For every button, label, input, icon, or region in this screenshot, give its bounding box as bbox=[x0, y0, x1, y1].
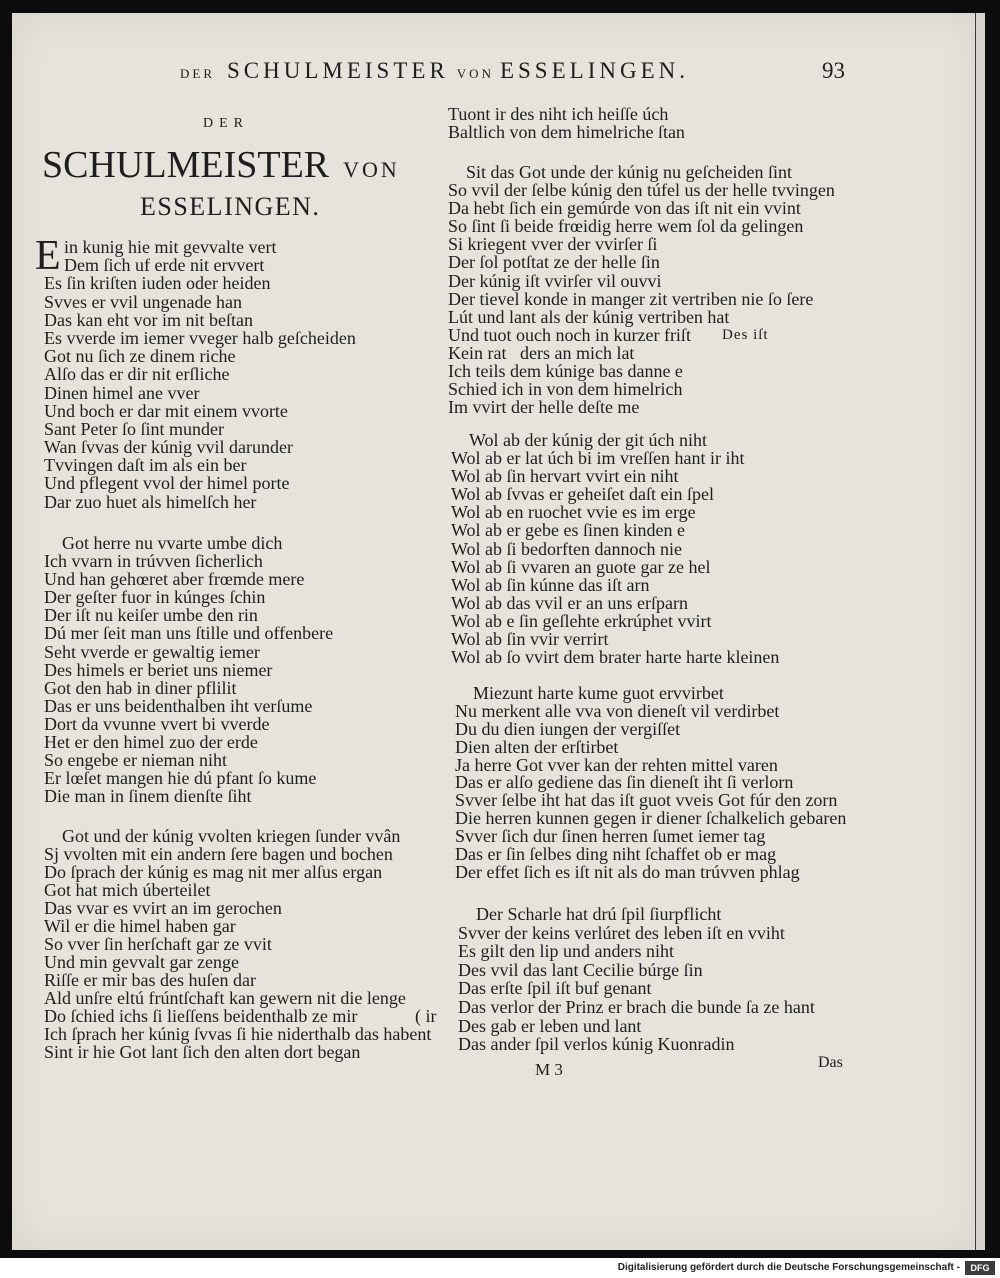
verse-line: Der effet ſich es iſt nit als do man trúvven phlag bbox=[455, 861, 800, 882]
verse-line: Das vvar es vvirt an im gerochen bbox=[44, 898, 282, 918]
verse-line: Seht vverde er gewaltig iemer bbox=[44, 641, 260, 662]
verse-line: Got den hab in diner pflilit bbox=[44, 677, 237, 698]
title-place: ESSELINGEN. bbox=[140, 192, 321, 221]
verse-line: Wol ab ſi vvaren an guote gar ze hel bbox=[451, 556, 711, 577]
running-head-article: DER bbox=[180, 66, 215, 81]
verse-line: Wol ab das vvil er an uns erſparn bbox=[451, 592, 688, 613]
verse-line: Ich teils dem kúnige bas danne e bbox=[448, 361, 683, 382]
line-continuation: ( ir bbox=[415, 1006, 437, 1026]
verse-line: So ſint ſi beide frœidig herre wem ſol da gelingen bbox=[448, 216, 804, 237]
verse-line: Wol ab ſi bedorften dannoch nie bbox=[451, 538, 682, 559]
verse-line: Dem ſich uf erde nit ervvert bbox=[64, 255, 265, 276]
verse-line: Wol ab er lat úch bi im vreſſen hant ir iht bbox=[451, 448, 745, 469]
line-continuation: Des iſt bbox=[722, 326, 769, 343]
verse-line: Und pflegent vvol der himel porte bbox=[44, 473, 290, 494]
verse-line: Da hebt ſich ein gemúrde von das iſt nit ein vvint bbox=[448, 198, 801, 219]
verse-line: Das kan eht vor im nit beſtan bbox=[44, 309, 253, 330]
verse-line: Wol ab en ruochet vvie es im erge bbox=[451, 502, 696, 523]
stanza bbox=[448, 105, 685, 141]
verse-line: Tuont ir des niht ich heiſſe úch bbox=[448, 104, 669, 124]
verse-line: Es gilt den lip und anders niht bbox=[458, 941, 674, 962]
verse-line: Dar zuo huet als himelſch her bbox=[44, 491, 257, 512]
verse-line: Sj vvolten mit ein andern ſere bagen und bochen bbox=[44, 844, 393, 864]
stanza bbox=[448, 163, 835, 416]
verse-line: Der geſter fuor in kúnges ſchin bbox=[44, 587, 266, 608]
verse-line: Wol ab er gebe es ſinen kinden e bbox=[451, 520, 685, 541]
stanza bbox=[44, 826, 437, 1062]
verse-line: Des gab er leben und lant bbox=[458, 1015, 642, 1036]
verse-line: Schied ich in von dem himelrich bbox=[448, 379, 683, 400]
verse-line: Das verlor der Prinz er brach die bunde ſa ze hant bbox=[458, 996, 815, 1017]
verse-line: Wan ſvvas der kúnig vvil darunder bbox=[44, 437, 293, 458]
verse-line: Dinen himel ane vver bbox=[44, 382, 200, 403]
verse-line: Die herren kunnen gegen ir diener ſchalkelich gebaren bbox=[455, 808, 847, 829]
verse-line: Wol ab ſin vvir verrirt bbox=[451, 629, 609, 650]
verse-line: Svver ſich dur ſinen herren ſumet iemer tag bbox=[455, 826, 766, 847]
verse-line: Wol ab ſin kúnne das iſt arn bbox=[451, 574, 650, 595]
verse-line: Und han gehœret aber frœmde mere bbox=[44, 569, 305, 590]
verse-line: Wol ab ſo vvirt dem brater harte harte kleinen bbox=[451, 647, 780, 668]
stanza bbox=[44, 534, 333, 805]
verse-line: in kunig hie mit gevvalte vert bbox=[64, 237, 277, 257]
signature-mark: M 3 bbox=[535, 1060, 563, 1079]
title-word: SCHULMEISTER bbox=[42, 144, 330, 186]
verse-line: So vvil der ſelbe kúnig den túfel us der helle tvvingen bbox=[448, 180, 835, 201]
verse-line: Und min gevvalt gar zenge bbox=[44, 952, 239, 972]
verse-line: Der ſol potſtat ze der helle ſin bbox=[448, 252, 660, 273]
verse-line: Wol ab ſin hervart vvirt ein niht bbox=[451, 466, 679, 487]
verse-line: Wol ab der kúnig der git úch niht bbox=[469, 430, 707, 450]
funding-credit: Digitalisierung gefördert durch die Deutsche Forschungsgemeinschaft - bbox=[617, 1262, 960, 1273]
drop-cap-initial: E bbox=[35, 233, 61, 279]
verse-line: Der Scharle hat drú ſpil ſiurpflicht bbox=[476, 904, 722, 924]
verse-line: Wil er die himel haben gar bbox=[44, 916, 236, 936]
verse-line: Nu merkent alle vva von dieneſt vil verdirbet bbox=[455, 700, 780, 721]
verse-line: Sant Peter ſo ſint munder bbox=[44, 418, 224, 439]
stanza bbox=[458, 905, 815, 1054]
verse-line: Got hat mich úberteilet bbox=[44, 880, 211, 900]
verse-line: Ich vvarn in trúvven ſicherlich bbox=[44, 551, 263, 572]
stanza bbox=[451, 431, 779, 666]
running-head-place: ESSELINGEN. bbox=[499, 58, 689, 83]
catchword: Das bbox=[818, 1054, 843, 1071]
verse-line: Wol ab e ſin geſlehte erkrúphet vvirt bbox=[451, 610, 712, 631]
verse-line bbox=[448, 326, 835, 344]
verse-line: Dien alten der erſtirbet bbox=[455, 736, 619, 757]
verse-line: Das er alſo gediene das ſin dieneſt iht ſi verlorn bbox=[455, 772, 794, 793]
verse-line: Svver ſelbe iht hat das iſt guot vveis Got fúr den zorn bbox=[455, 790, 838, 811]
verse-line: Der iſt nu keiſer umbe den rin bbox=[44, 605, 258, 626]
verse-line: Got und der kúnig vvolten kriegen ſunder vvân bbox=[62, 826, 401, 846]
verse-line: Riſſe er mir bas des huſen dar bbox=[44, 970, 256, 990]
verse-line: Lút und lant als der kúnig vertriben hat bbox=[448, 306, 730, 327]
stanza bbox=[44, 238, 356, 511]
verse-line: Die man in ſinem dienſte ſiht bbox=[44, 786, 252, 807]
verse-line: Kein rat ders an mich lat bbox=[448, 342, 635, 363]
verse-line: Ald unſre eltú frúntſchaft kan gewern nit die lenge bbox=[44, 988, 406, 1008]
dfg-logo: DFG bbox=[965, 1261, 995, 1275]
running-head-word: SCHULMEISTER bbox=[227, 58, 449, 83]
verse-line: Dort da vvunne vvert bi vverde bbox=[44, 713, 270, 734]
verse-line: Svver der keins verlúret des leben iſt en vviht bbox=[458, 922, 785, 943]
verse-line: Des himels er beriet uns niemer bbox=[44, 659, 273, 680]
verse-line: Got nu ſich ze dinem riche bbox=[44, 346, 236, 367]
title-preposition: VON bbox=[343, 157, 400, 182]
verse-line: Wol ab ſvvas er geheiſet daſt ein ſpel bbox=[451, 484, 714, 505]
verse-line-text: Do ſchied ichs ſi lieſſens beidenthalb ze mir bbox=[44, 1006, 358, 1026]
verse-line: Baltlich von dem himelriche ſtan bbox=[448, 122, 685, 142]
verse-line: Ja herre Got vver kan der rehten mittel varen bbox=[455, 754, 778, 775]
verse-line: Das ander ſpil verlos kúnig Kuonradin bbox=[458, 1034, 735, 1055]
verse-line-text: Und tuot ouch noch in kurzer friſt bbox=[448, 324, 691, 345]
verse-line: Und boch er dar mit einem vvorte bbox=[44, 400, 288, 421]
verse-line: Ich ſprach her kúnig ſvvas ſi hie niderthalb das habent bbox=[44, 1024, 432, 1044]
title-article: DER bbox=[203, 116, 249, 131]
running-head-preposition: VON bbox=[456, 66, 494, 81]
verse-line: Alſo das er dir nit erſliche bbox=[44, 364, 230, 385]
verse-line: Du du dien iungen der vergiſſet bbox=[455, 718, 681, 739]
verse-line: Si kriegent vver der vvirſer ſi bbox=[448, 234, 658, 255]
verse-line: So vver ſin herſchaft gar ze vvit bbox=[44, 934, 272, 954]
verse-line: Do ſprach der kúnig es mag nit mer alſus ergan bbox=[44, 862, 383, 882]
verse-line: So engebe er nieman niht bbox=[44, 750, 227, 771]
verse-line: Das er uns beidenthalben iht verſume bbox=[44, 695, 313, 716]
verse-line: Sint ir hie Got lant ſich den alten dort began bbox=[44, 1042, 361, 1062]
verse-line bbox=[44, 1006, 437, 1026]
verse-line: Im vvirt der helle deſte me bbox=[448, 397, 640, 418]
page-number: 93 bbox=[822, 58, 845, 83]
verse-line: Svves er vvil ungenade han bbox=[44, 291, 242, 312]
verse-line: Der kúnig iſt vvirſer vil ouvvi bbox=[448, 270, 662, 291]
verse-line: Got herre nu vvarte umbe dich bbox=[62, 533, 283, 553]
verse-line: Dú mer ſeit man uns ſtille und offenbere bbox=[44, 623, 334, 644]
title-main bbox=[42, 146, 400, 196]
digitization-footer bbox=[0, 1258, 1000, 1278]
verse-line: Het er den himel zuo der erde bbox=[44, 732, 258, 753]
verse-line: Sit das Got unde der kúnig nu geſcheiden ſint bbox=[466, 162, 792, 182]
verse-line: Er lœſet mangen hie dú pfant ſo kume bbox=[44, 768, 317, 789]
verse-line: Miezunt harte kume guot ervvirbet bbox=[473, 683, 724, 703]
page-edge bbox=[976, 13, 985, 1250]
verse-line: Des vvil das lant Cecilie búrge ſin bbox=[458, 959, 703, 980]
running-head bbox=[180, 58, 689, 91]
verse-line: Das erſte ſpil iſt buf genant bbox=[458, 978, 652, 999]
verse-line: Es ſin kriſten iuden oder heiden bbox=[44, 273, 271, 294]
verse-line: Tvvingen daſt im als ein ber bbox=[44, 455, 247, 476]
stanza bbox=[455, 685, 846, 882]
verse-line: Es vverde im iemer vveger halb geſcheiden bbox=[44, 327, 356, 348]
verse-line: Das er ſin ſelbes ding niht ſchaffet ob er mag bbox=[455, 844, 777, 865]
verse-line: Der tievel konde in manger zit vertriben nie ſo ſere bbox=[448, 288, 814, 309]
